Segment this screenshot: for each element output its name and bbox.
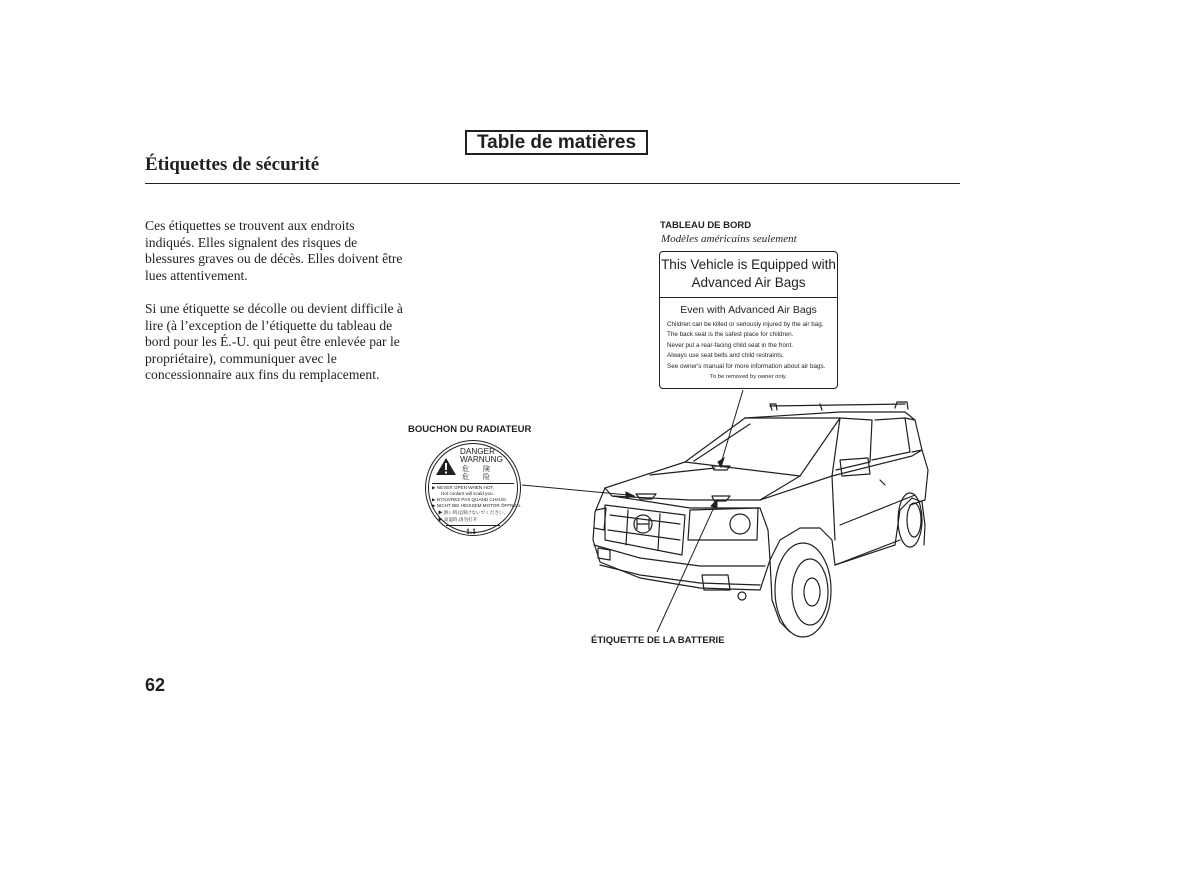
airbag-removal-note: To be removed by owner only. xyxy=(710,374,787,381)
section-title: Étiquettes de sécurité xyxy=(145,154,320,175)
replacement-paragraph: Si une étiquette se décolle ou devient difficile à lire (à l’exception de l’étiquette du tableau de bord pour les É.-U. qui peut être enlevée par le propriétaire), communiquer avec le concessionnaire aux fins du remplacement. xyxy=(145,301,403,383)
cap-warning-line: ▶ 高温時,请勿打开 xyxy=(438,517,478,522)
cap-warning-line: ▶ N'OUVREZ PAS QUAND CHAUD. xyxy=(432,497,508,502)
airbag-subtitle: Even with Advanced Air Bags xyxy=(680,304,817,316)
page-number: 62 xyxy=(145,675,166,695)
cap-warning-line: Hot coolant will scald you. xyxy=(441,491,494,496)
intro-paragraph: Ces étiquettes se trouvent aux endroits indiqués. Elles signalent des risques de blessures graves ou de décès. Elles doivent être lues attentivement. xyxy=(145,218,403,283)
cap-warning-line: ▶ 熱い時は開けないでください。 xyxy=(438,510,509,515)
cap-kanji: 危 xyxy=(462,474,469,481)
battery-label-callout: ÉTIQUETTE DE LA BATTERIE xyxy=(591,635,725,646)
airbag-line: Always use seat belts and child restraints. xyxy=(667,352,784,360)
airbag-line: See owner's manual for more information about air bags. xyxy=(667,362,826,370)
cap-warnung-text: WARNUNG xyxy=(460,455,503,464)
cap-kanji: 険 xyxy=(483,466,490,473)
leader-lines xyxy=(522,390,743,632)
airbag-line: Never put a rear-facing child seat in the front. xyxy=(667,341,794,349)
cap-danger-text: DANGER xyxy=(460,447,496,456)
cap-kanji: 险 xyxy=(483,474,490,481)
airbag-line: Children can be killed or seriously injured by the air bag. xyxy=(667,321,824,328)
dashboard-note: Modèles américains seulement xyxy=(661,233,797,245)
airbag-line: The back seat is the safest place for children. xyxy=(667,331,794,339)
cap-warning-line: ▶ NEVER OPEN WHEN HOT. xyxy=(432,485,494,490)
cap-pressure-rating: 1.1 xyxy=(466,527,476,536)
table-of-contents-button[interactable]: Table de matières xyxy=(465,130,648,155)
radiator-cap-callout: BOUCHON DU RADIATEUR xyxy=(408,424,532,435)
airbag-title-line1: This Vehicle is Equipped with xyxy=(661,257,836,272)
cap-kanji: 危 xyxy=(462,466,469,473)
cap-warning-line: ▶ NICHT BEI HEISSEM MOTOR ÖFFNEN. xyxy=(432,503,522,508)
airbag-title-line2: Advanced Air Bags xyxy=(691,275,806,290)
dashboard-callout: TABLEAU DE BORD xyxy=(660,220,752,231)
